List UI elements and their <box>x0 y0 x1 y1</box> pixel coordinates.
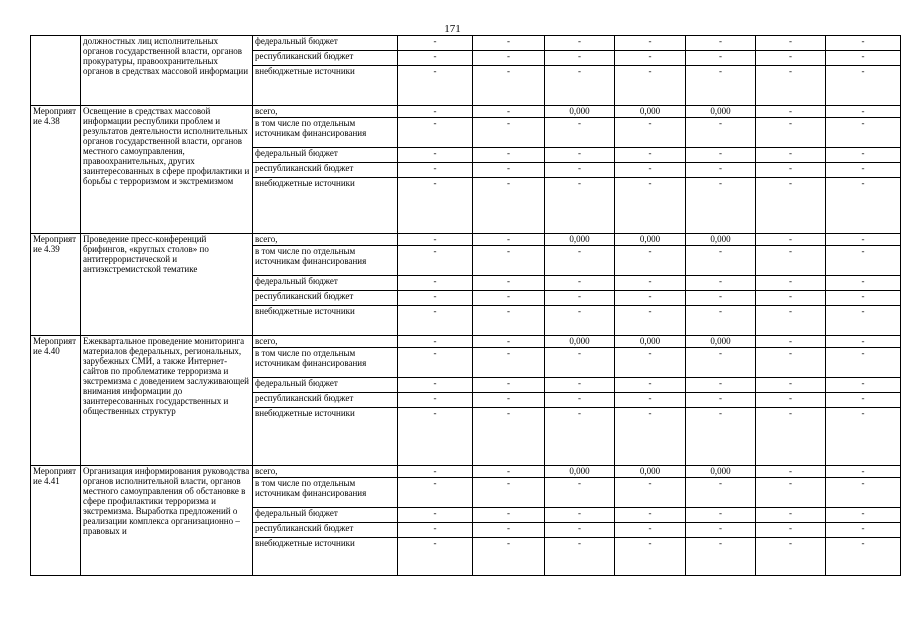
value-cell: - <box>686 51 756 66</box>
source-label: республиканский бюджет <box>253 163 398 178</box>
value-cell: 0,000 <box>686 234 756 246</box>
table-row <box>31 36 901 51</box>
value-cell: - <box>545 478 615 508</box>
value-cell: - <box>473 378 545 393</box>
table-row <box>31 336 901 348</box>
value-cell: - <box>615 306 686 336</box>
value-cell: - <box>545 378 615 393</box>
value-cell: - <box>545 148 615 163</box>
value-cell: - <box>398 393 473 408</box>
value-cell: - <box>615 408 686 466</box>
value-cell: - <box>686 118 756 148</box>
value-cell: - <box>686 36 756 51</box>
value-cell: - <box>686 538 756 576</box>
source-label: в том числе по отдельным источникам финансирования <box>253 246 398 276</box>
value-cell: - <box>473 348 545 378</box>
value-cell: - <box>686 66 756 106</box>
value-cell: - <box>826 178 901 234</box>
value-cell: - <box>615 348 686 378</box>
value-cell: - <box>615 66 686 106</box>
value-cell: - <box>473 478 545 508</box>
value-cell: 0,000 <box>545 466 615 478</box>
value-cell: - <box>545 163 615 178</box>
value-cell: - <box>826 408 901 466</box>
source-label: всего, <box>253 106 398 118</box>
source-label: внебюджетные источники <box>253 538 398 576</box>
value-cell: - <box>686 291 756 306</box>
source-label: республиканский бюджет <box>253 523 398 538</box>
value-cell: - <box>473 66 545 106</box>
value-cell: - <box>615 276 686 291</box>
source-label: в том числе по отдельным источникам финансирования <box>253 348 398 378</box>
value-cell: - <box>545 523 615 538</box>
value-cell: - <box>615 51 686 66</box>
value-cell: - <box>473 306 545 336</box>
source-label: федеральный бюджет <box>253 276 398 291</box>
source-label: федеральный бюджет <box>253 378 398 393</box>
value-cell: - <box>756 246 826 276</box>
value-cell: 0,000 <box>686 466 756 478</box>
value-cell: - <box>756 306 826 336</box>
source-label: республиканский бюджет <box>253 51 398 66</box>
value-cell: - <box>398 336 473 348</box>
value-cell: - <box>615 36 686 51</box>
value-cell: 0,000 <box>615 336 686 348</box>
value-cell: - <box>545 178 615 234</box>
value-cell: - <box>756 348 826 378</box>
value-cell: 0,000 <box>545 234 615 246</box>
source-label: внебюджетные источники <box>253 306 398 336</box>
value-cell: - <box>826 36 901 51</box>
value-cell: - <box>473 393 545 408</box>
value-cell: - <box>615 291 686 306</box>
value-cell: - <box>615 523 686 538</box>
value-cell: - <box>615 508 686 523</box>
value-cell: - <box>826 66 901 106</box>
value-cell: - <box>686 348 756 378</box>
value-cell: - <box>545 508 615 523</box>
value-cell: - <box>398 66 473 106</box>
value-cell: - <box>545 276 615 291</box>
value-cell: - <box>398 466 473 478</box>
value-cell: - <box>756 163 826 178</box>
value-cell: 0,000 <box>545 336 615 348</box>
source-label: в том числе по отдельным источникам финансирования <box>253 118 398 148</box>
value-cell: - <box>826 336 901 348</box>
value-cell: - <box>473 508 545 523</box>
value-cell: - <box>756 523 826 538</box>
value-cell: 0,000 <box>615 106 686 118</box>
value-cell: - <box>473 291 545 306</box>
value-cell: - <box>398 478 473 508</box>
value-cell: - <box>398 291 473 306</box>
value-cell: - <box>545 348 615 378</box>
table-row <box>31 234 901 246</box>
value-cell: - <box>615 178 686 234</box>
source-label: всего, <box>253 234 398 246</box>
value-cell: - <box>473 36 545 51</box>
value-cell: - <box>398 378 473 393</box>
value-cell: - <box>615 118 686 148</box>
value-cell: - <box>545 246 615 276</box>
value-cell: 0,000 <box>686 106 756 118</box>
value-cell: - <box>756 36 826 51</box>
source-label: республиканский бюджет <box>253 393 398 408</box>
value-cell: - <box>473 163 545 178</box>
value-cell: - <box>473 246 545 276</box>
value-cell: - <box>473 408 545 466</box>
value-cell: - <box>398 538 473 576</box>
value-cell: - <box>826 538 901 576</box>
measure-name <box>31 36 81 106</box>
value-cell: - <box>545 306 615 336</box>
source-label: республиканский бюджет <box>253 291 398 306</box>
value-cell: - <box>398 276 473 291</box>
value-cell: - <box>756 291 826 306</box>
measure-name: Мероприятие 4.41 <box>31 466 81 576</box>
value-cell: - <box>615 538 686 576</box>
value-cell: - <box>398 118 473 148</box>
source-label: всего, <box>253 336 398 348</box>
value-cell: - <box>826 378 901 393</box>
value-cell: - <box>826 118 901 148</box>
value-cell: - <box>398 523 473 538</box>
value-cell: - <box>473 106 545 118</box>
value-cell: - <box>398 306 473 336</box>
value-cell: - <box>545 118 615 148</box>
table-row <box>31 106 901 118</box>
value-cell: - <box>545 66 615 106</box>
value-cell: - <box>826 106 901 118</box>
value-cell: - <box>756 234 826 246</box>
value-cell: - <box>756 118 826 148</box>
value-cell: - <box>826 466 901 478</box>
value-cell: - <box>473 538 545 576</box>
value-cell: - <box>826 393 901 408</box>
source-label: внебюджетные источники <box>253 408 398 466</box>
value-cell: - <box>398 36 473 51</box>
measure-description: Проведение пресс-конференций брифингов, «круглых столов» по антитеррористической и антиэкстремистской тематике <box>81 234 253 336</box>
value-cell: - <box>686 178 756 234</box>
measure-description: Организация информирования руководства органов исполнительной власти, органов местного самоуправления об обстановке в сфере профилактики терроризма и экстремизма. Выработка предложений о реализации комплекса организационно – правовых и <box>81 466 253 576</box>
value-cell: - <box>398 234 473 246</box>
value-cell: - <box>473 51 545 66</box>
value-cell: - <box>615 246 686 276</box>
value-cell: - <box>826 523 901 538</box>
measure-name: Мероприятие 4.38 <box>31 106 81 234</box>
source-label: внебюджетные источники <box>253 66 398 106</box>
value-cell: - <box>686 163 756 178</box>
value-cell: - <box>756 51 826 66</box>
value-cell: - <box>473 148 545 163</box>
value-cell: - <box>756 538 826 576</box>
value-cell: - <box>545 393 615 408</box>
source-label: федеральный бюджет <box>253 508 398 523</box>
measure-name: Мероприятие 4.40 <box>31 336 81 466</box>
value-cell: - <box>756 106 826 118</box>
value-cell: - <box>398 51 473 66</box>
value-cell: - <box>473 178 545 234</box>
value-cell: - <box>756 148 826 163</box>
value-cell: - <box>545 51 615 66</box>
value-cell: - <box>686 523 756 538</box>
source-label: внебюджетные источники <box>253 178 398 234</box>
value-cell: - <box>686 148 756 163</box>
source-label: федеральный бюджет <box>253 148 398 163</box>
value-cell: - <box>686 408 756 466</box>
value-cell: 0,000 <box>615 234 686 246</box>
value-cell: - <box>826 163 901 178</box>
measure-name: Мероприятие 4.39 <box>31 234 81 336</box>
value-cell: - <box>756 508 826 523</box>
value-cell: - <box>473 234 545 246</box>
value-cell: - <box>615 393 686 408</box>
value-cell: - <box>756 178 826 234</box>
value-cell: - <box>473 523 545 538</box>
budget-table-body <box>31 36 901 576</box>
value-cell: - <box>545 291 615 306</box>
value-cell: - <box>756 66 826 106</box>
value-cell: - <box>473 336 545 348</box>
value-cell: - <box>686 508 756 523</box>
value-cell: - <box>473 276 545 291</box>
source-label: всего, <box>253 466 398 478</box>
value-cell: - <box>398 348 473 378</box>
value-cell: 0,000 <box>686 336 756 348</box>
value-cell: - <box>615 163 686 178</box>
value-cell: - <box>826 348 901 378</box>
value-cell: - <box>615 148 686 163</box>
value-cell: - <box>756 378 826 393</box>
value-cell: - <box>826 276 901 291</box>
value-cell: - <box>686 276 756 291</box>
source-label: федеральный бюджет <box>253 36 398 51</box>
value-cell: - <box>756 466 826 478</box>
value-cell: - <box>398 148 473 163</box>
table-row <box>31 466 901 478</box>
value-cell: - <box>686 378 756 393</box>
value-cell: - <box>398 246 473 276</box>
value-cell: - <box>545 538 615 576</box>
value-cell: - <box>756 393 826 408</box>
value-cell: - <box>398 408 473 466</box>
value-cell: - <box>686 478 756 508</box>
value-cell: - <box>756 336 826 348</box>
value-cell: 0,000 <box>615 466 686 478</box>
measure-description: Освещение в средствах массовой информации республики проблем и результатов деятельности исполнительных органов государственной власти, органов местного самоуправления, правоохранительных, других заинтересованных в сфере профилактики и борьбы с терроризмом и экстремизмом <box>81 106 253 234</box>
value-cell: - <box>826 246 901 276</box>
value-cell: - <box>398 508 473 523</box>
value-cell: - <box>686 393 756 408</box>
value-cell: - <box>615 478 686 508</box>
value-cell: - <box>826 51 901 66</box>
value-cell: - <box>826 306 901 336</box>
source-label: в том числе по отдельным источникам финансирования <box>253 478 398 508</box>
value-cell: - <box>686 306 756 336</box>
value-cell: - <box>826 478 901 508</box>
value-cell: - <box>615 378 686 393</box>
measure-description: Ежеквартальное проведение мониторинга материалов федеральных, региональных, зарубежных СМИ, а также Интернет-сайтов по проблематике терроризма и экстремизма с доведением заслуживающей внимания информации до заинтересованных государственных и общественных структур <box>81 336 253 466</box>
value-cell: - <box>398 163 473 178</box>
value-cell: - <box>398 178 473 234</box>
value-cell: - <box>756 478 826 508</box>
budget-table <box>30 35 901 576</box>
measure-description: должностных лиц исполнительных органов государственной власти, органов прокуратуры, правоохранительных органов в средствах массовой информации <box>81 36 253 106</box>
value-cell: - <box>473 118 545 148</box>
value-cell: 0,000 <box>545 106 615 118</box>
page-number: 171 <box>444 23 461 35</box>
value-cell: - <box>686 246 756 276</box>
value-cell: - <box>756 276 826 291</box>
value-cell: - <box>545 36 615 51</box>
value-cell: - <box>473 466 545 478</box>
value-cell: - <box>756 408 826 466</box>
value-cell: - <box>826 508 901 523</box>
value-cell: - <box>398 106 473 118</box>
value-cell: - <box>826 234 901 246</box>
value-cell: - <box>826 148 901 163</box>
value-cell: - <box>545 408 615 466</box>
value-cell: - <box>826 291 901 306</box>
